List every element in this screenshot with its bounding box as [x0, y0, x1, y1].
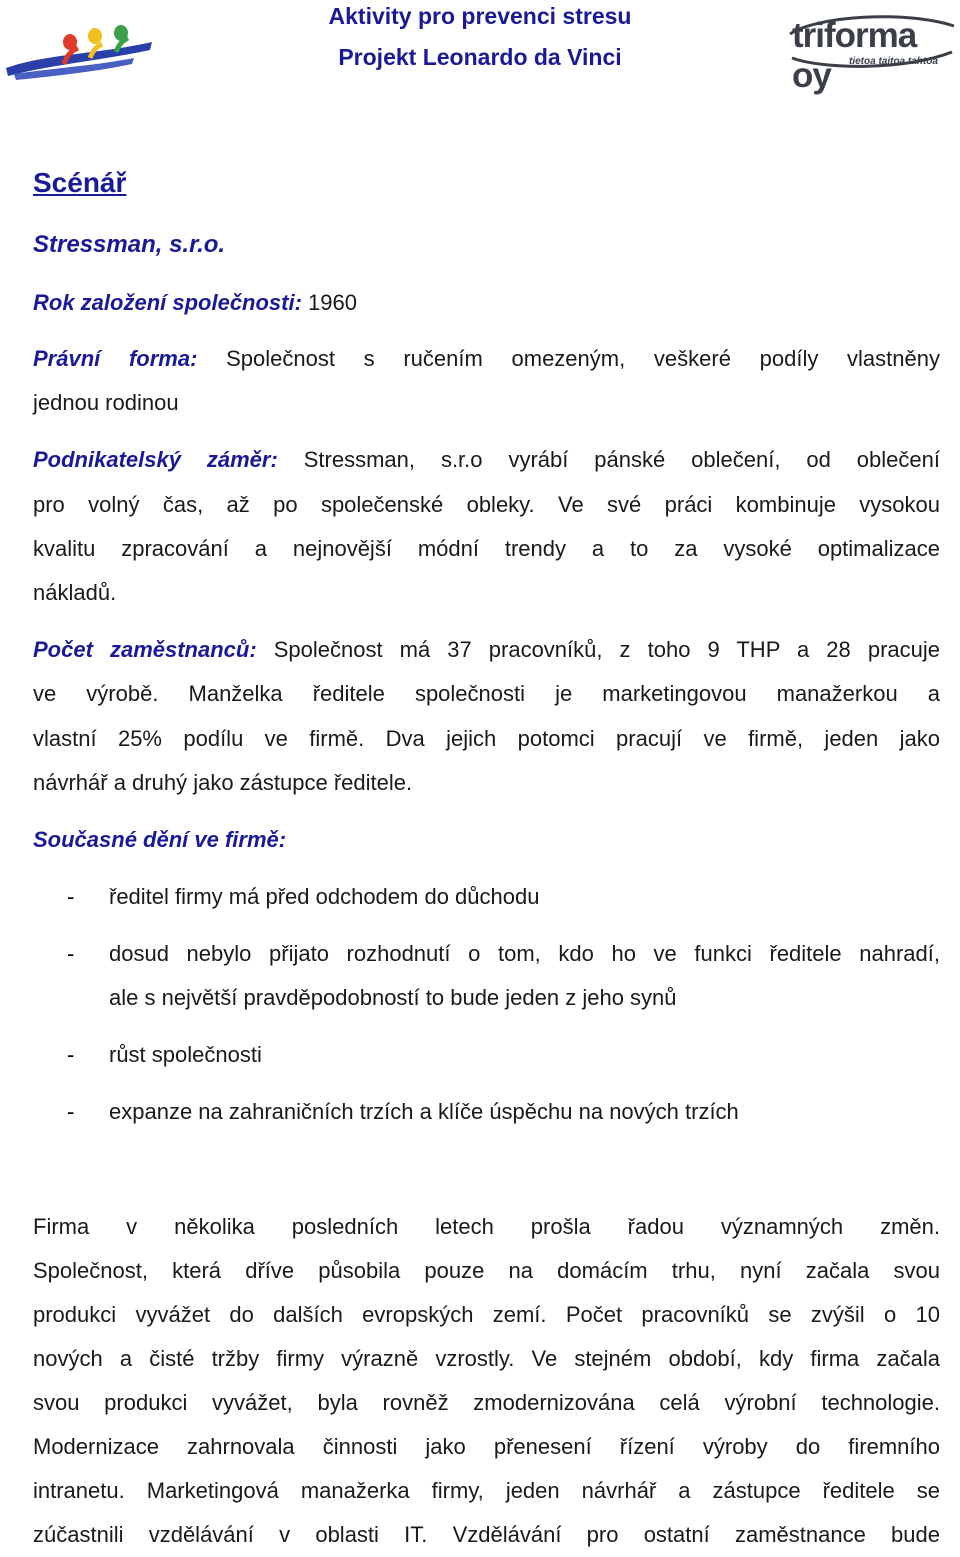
bullet-dash: - [67, 941, 75, 966]
list-item: ředitel firmy má před odchodem do důchodu [109, 884, 540, 909]
legal-form-line-2: jednou rodinou [33, 390, 179, 415]
company-name: Stressman, s.r.o. [33, 231, 226, 258]
list-item: expanze na zahraničních trzích a klíče úspěchu na nových trzích [109, 1099, 739, 1124]
business-plan-text: Stressman, s.r.o vyrábí pánské oblečení, od oblečení [303, 447, 940, 472]
bullet-dash: - [67, 1042, 75, 1067]
business-plan-label: Podnikatelský záměr: [33, 447, 278, 472]
paragraph-line: zúčastnili vzdělávání v oblasti IT. Vzdělávání pro ostatní zaměstnance bude [33, 1522, 940, 1547]
employees-line-3: vlastní 25% podílu ve firmě. Dva jejich potomci pracují ve firmě, jeden jako [33, 726, 940, 751]
current-events-heading [33, 818, 940, 862]
list-item: růst společnosti [109, 1042, 262, 1067]
bullet-dash: - [67, 884, 75, 909]
business-plan-line-3: kvalitu zpracování a nejnovější módní trendy a to za vysoké optimalizace [33, 536, 940, 561]
employees-line-4: návrhář a druhý jako zástupce ředitele. [33, 770, 413, 795]
legal-form-label: Právní forma: [33, 346, 198, 371]
header-subtitle: Projekt Leonardo da Vinci [338, 44, 622, 70]
triforma-logo [786, 12, 958, 95]
business-plan-line [33, 438, 940, 482]
employees-label: Počet zaměstnanců: [33, 637, 257, 662]
list-item-continuation: ale s největší pravděpodobností to bude jeden z jeho synů [109, 985, 677, 1010]
employees-text: Společnost má 37 pracovníků, z toho 9 THP a 28 pracuje [273, 637, 940, 662]
paragraph-line: Společnost, která dříve působila pouze na domácím trhu, nyní začala svou [33, 1258, 940, 1283]
legal-form-line [33, 337, 940, 381]
paragraph-line: Firma v několika posledních letech prošla řadou významných změn. [33, 1214, 940, 1239]
paragraph-line: intranetu. Marketingová manažerka firmy, jeden návrhář a zástupce ředitele se [33, 1478, 940, 1503]
founded-value: 1960 [301, 290, 357, 315]
paragraph-line: nových a čisté tržby firmy výrazně vzrostly. Ve stejném období, kdy firma začala [33, 1346, 940, 1371]
founded-line [33, 281, 940, 325]
employees-line [33, 628, 940, 672]
logo-tagline: tietoa taitoa tahtoa [849, 56, 938, 67]
employees-line-2: ve výrobě. Manželka ředitele společnosti je marketingovou manažerkou a [33, 681, 940, 706]
founded-label: Rok založení společnosti: [33, 290, 302, 315]
business-plan-line-4: nákladů. [33, 580, 117, 605]
logo-name: triforma oy [792, 16, 917, 95]
header-title: Aktivity pro prevenci stresu [328, 3, 632, 29]
current-events-label: Současné dění ve firmě: [33, 827, 287, 852]
section-title: Scénář [33, 167, 127, 198]
business-plan-line-2: pro volný čas, až po společenské obleky. Ve své práci kombinuje vysokou [33, 492, 940, 517]
paragraph-line: Modernizace zahrnovala činnosti jako přenesení řízení výroby do firemního [33, 1434, 940, 1459]
list-item: dosud nebylo přijato rozhodnutí o tom, kdo ho ve funkci ředitele nahradí, [109, 941, 940, 966]
bullet-dash: - [67, 1099, 75, 1124]
paragraph-line: svou produkci vyvážet, byla rovněž zmodernizována celá výrobní technologie. [33, 1390, 940, 1415]
legal-form-text: Společnost s ručením omezeným, veškeré podíly vlastněny [226, 346, 940, 371]
paragraph-line: produkci vyvážet do dalších evropských zemí. Počet pracovníků se zvýšil o 10 [33, 1302, 940, 1327]
